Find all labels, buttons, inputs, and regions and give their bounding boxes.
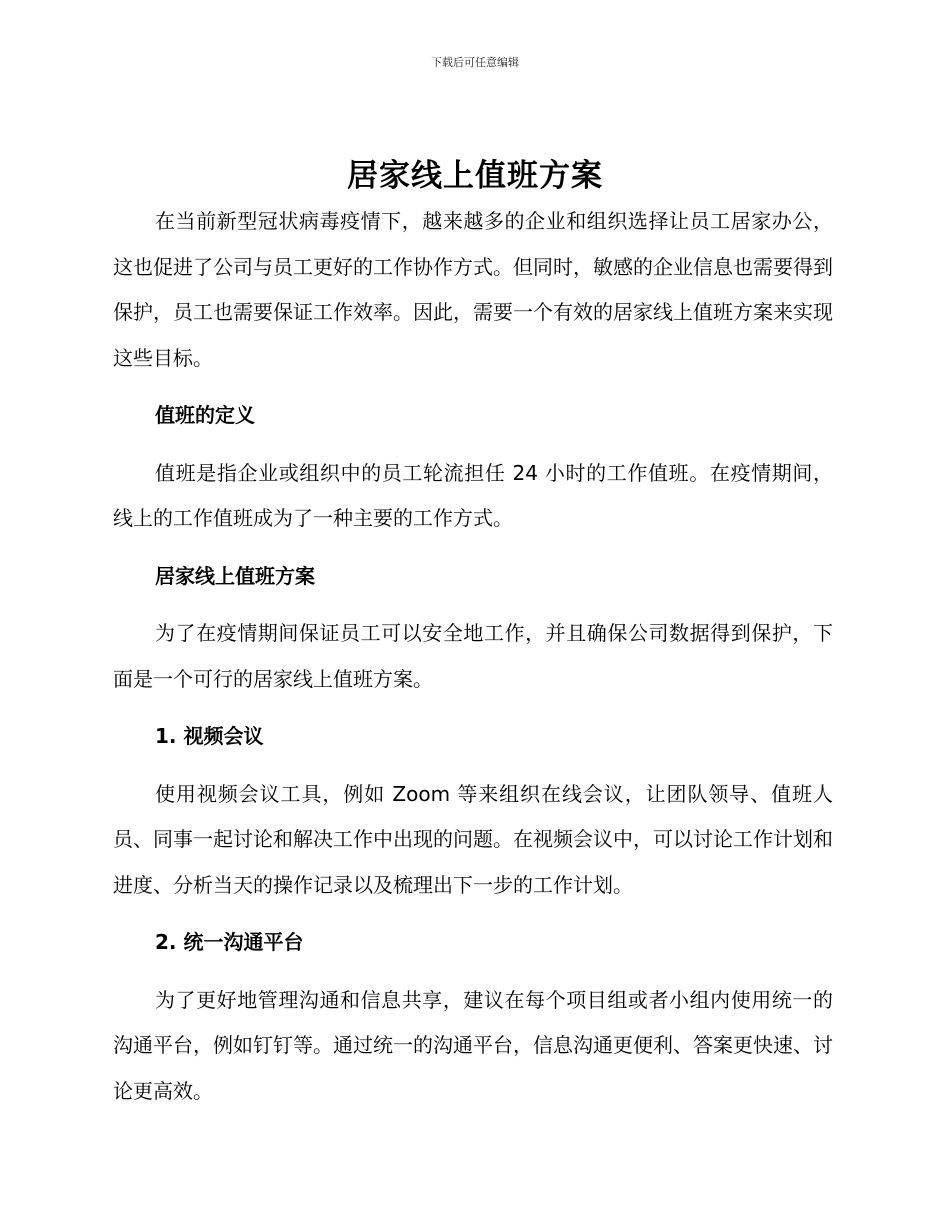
intro-paragraph: 在当前新型冠状病毒疫情下，越来越多的企业和组织选择让员工居家办公，这也促进了公司与员工更好的工作协作方式。但同时，敏感的企业信息也需要得到保护，员工也需要保证工作效率。因此，需要一个有效的居家线上值班方案来实现这些目标。 — [113, 209, 833, 370]
definition-paragraph: 值班是指企业或组织中的员工轮流担任 24 小时的工作值班。在疫情期间，线上的工作值班成为了一种主要的工作方式。 — [113, 460, 833, 530]
plan-paragraph: 为了在疫情期间保证员工可以安全地工作，并且确保公司数据得到保护，下面是一个可行的居家线上值班方案。 — [113, 621, 833, 691]
document-title: 居家线上值班方案 — [347, 158, 603, 194]
video-meeting-paragraph: 使用视频会议工具，例如 Zoom 等来组织在线会议，让团队领导、值班人员、同事一起讨论和解决工作中出现的问题。在视频会议中，可以讨论工作计划和进度、分析当天的操作记录以及梳理出下一步的工作计划。 — [113, 781, 833, 897]
heading-video-meeting: 1. 视频会议 — [155, 724, 264, 748]
heading-communication-platform: 2. 统一沟通平台 — [155, 930, 304, 954]
heading-plan: 居家线上值班方案 — [155, 563, 315, 588]
heading-definition: 值班的定义 — [155, 403, 255, 427]
page-header-note: 下载后可任意编辑 — [431, 56, 519, 69]
communication-platform-paragraph: 为了更好地管理沟通和信息共享，建议在每个项目组或者小组内使用统一的沟通平台，例如钉钉等。通过统一的沟通平台，信息沟通更便利、答案更快速、讨论更高效。 — [113, 987, 833, 1103]
document-body — [113, 199, 833, 1114]
